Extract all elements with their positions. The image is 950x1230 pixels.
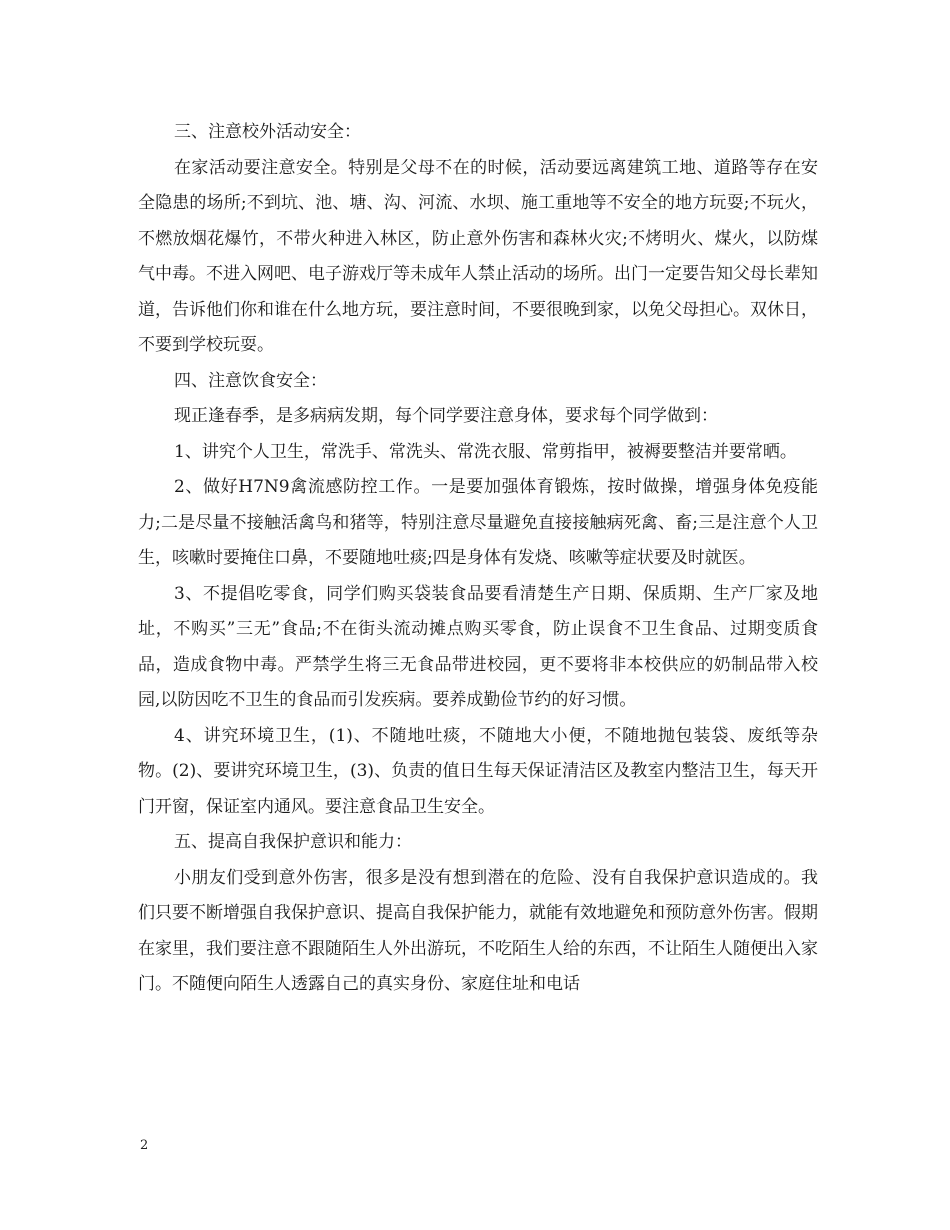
paragraph-self-protection: 小朋友们受到意外伤害，很多是没有想到潜在的危险、没有自我保护意识造成的。我们只要不断增强自我保护意识、提高自我保护能力，就能有效地避免和预防意外伤害。假期在家里，我们要注意不跟随陌生人外出游玩，不吃陌生人给的东西，不让陌生人随便出入家门。不随便向陌生人透露自己的真实身份、家庭住址和电话 [138, 867, 818, 994]
paragraph-spring-health: 现正逢春季，是多病病发期，每个同学要注意身体，要求每个同学做到： [174, 406, 718, 426]
list-item-environment: 4、讲究环境卫生，(1)、不随地吐痰，不随地大小便，不随地抛包装袋、废纸等杂物。(2)、要讲究环境卫生，(3)、负责的值日生每天保证清洁区及教室内整洁卫生，每天开门开窗，保证室内通风。要注意食品卫生安全。 [138, 725, 818, 817]
list-item-h7n9: 2、做好H7N9禽流感防控工作。一是要加强体育锻炼，按时做操，增强身体免疫能力;二是尽量不接触活禽鸟和猪等，特别注意尽量避免直接接触病死禽、畜;三是注意个人卫生，咳嗽时要掩住口鼻，不要随地吐痰;四是身体有发烧、咳嗽等症状要及时就医。 [138, 477, 818, 568]
paragraph-outdoor-safety: 在家活动要注意安全。特别是父母不在的时候，活动要远离建筑工地、道路等存在安全隐患的场所;不到坑、池、塘、沟、河流、水坝、施工重地等不安全的地方玩耍;不玩火，不燃放烟花爆竹，不带火种进入林区，防止意外伤害和森林火灾;不烤明火、煤火，以防煤气中毒。不进入网吧、电子游戏厅等未成年人禁止活动的场所。出门一定要告知父母长辈知道，告诉他们你和谁在什么地方玩，要注意时间，不要很晚到家，以免父母担心。双休日，不要到学校玩耍。 [138, 157, 818, 355]
document-body [138, 115, 818, 1003]
section-heading-three: 三、注意校外活动安全： [174, 122, 361, 142]
list-item-hygiene: 1、讲究个人卫生，常洗手、常洗头、常洗衣服、常剪指甲，被褥要整洁并要常晒。 [174, 441, 797, 462]
page-number: 2 [140, 1138, 149, 1153]
section-heading-five: 五、提高自我保护意识和能力： [174, 832, 412, 852]
section-heading-four: 四、注意饮食安全： [174, 370, 327, 391]
list-item-snacks: 3、不提倡吃零食，同学们购买袋装食品要看清楚生产日期、保质期、生产厂家及地址，不购买”三无”食品;不在街头流动摊点购买零食，防止误食不卫生食品、过期变质食品，造成食物中毒。严禁学生将三无食品带进校园，更不要将非本校供应的奶制品带入校园,以防因吃不卫生的食品而引发疾病。要养成勤俭节约的好习惯。 [138, 583, 818, 710]
